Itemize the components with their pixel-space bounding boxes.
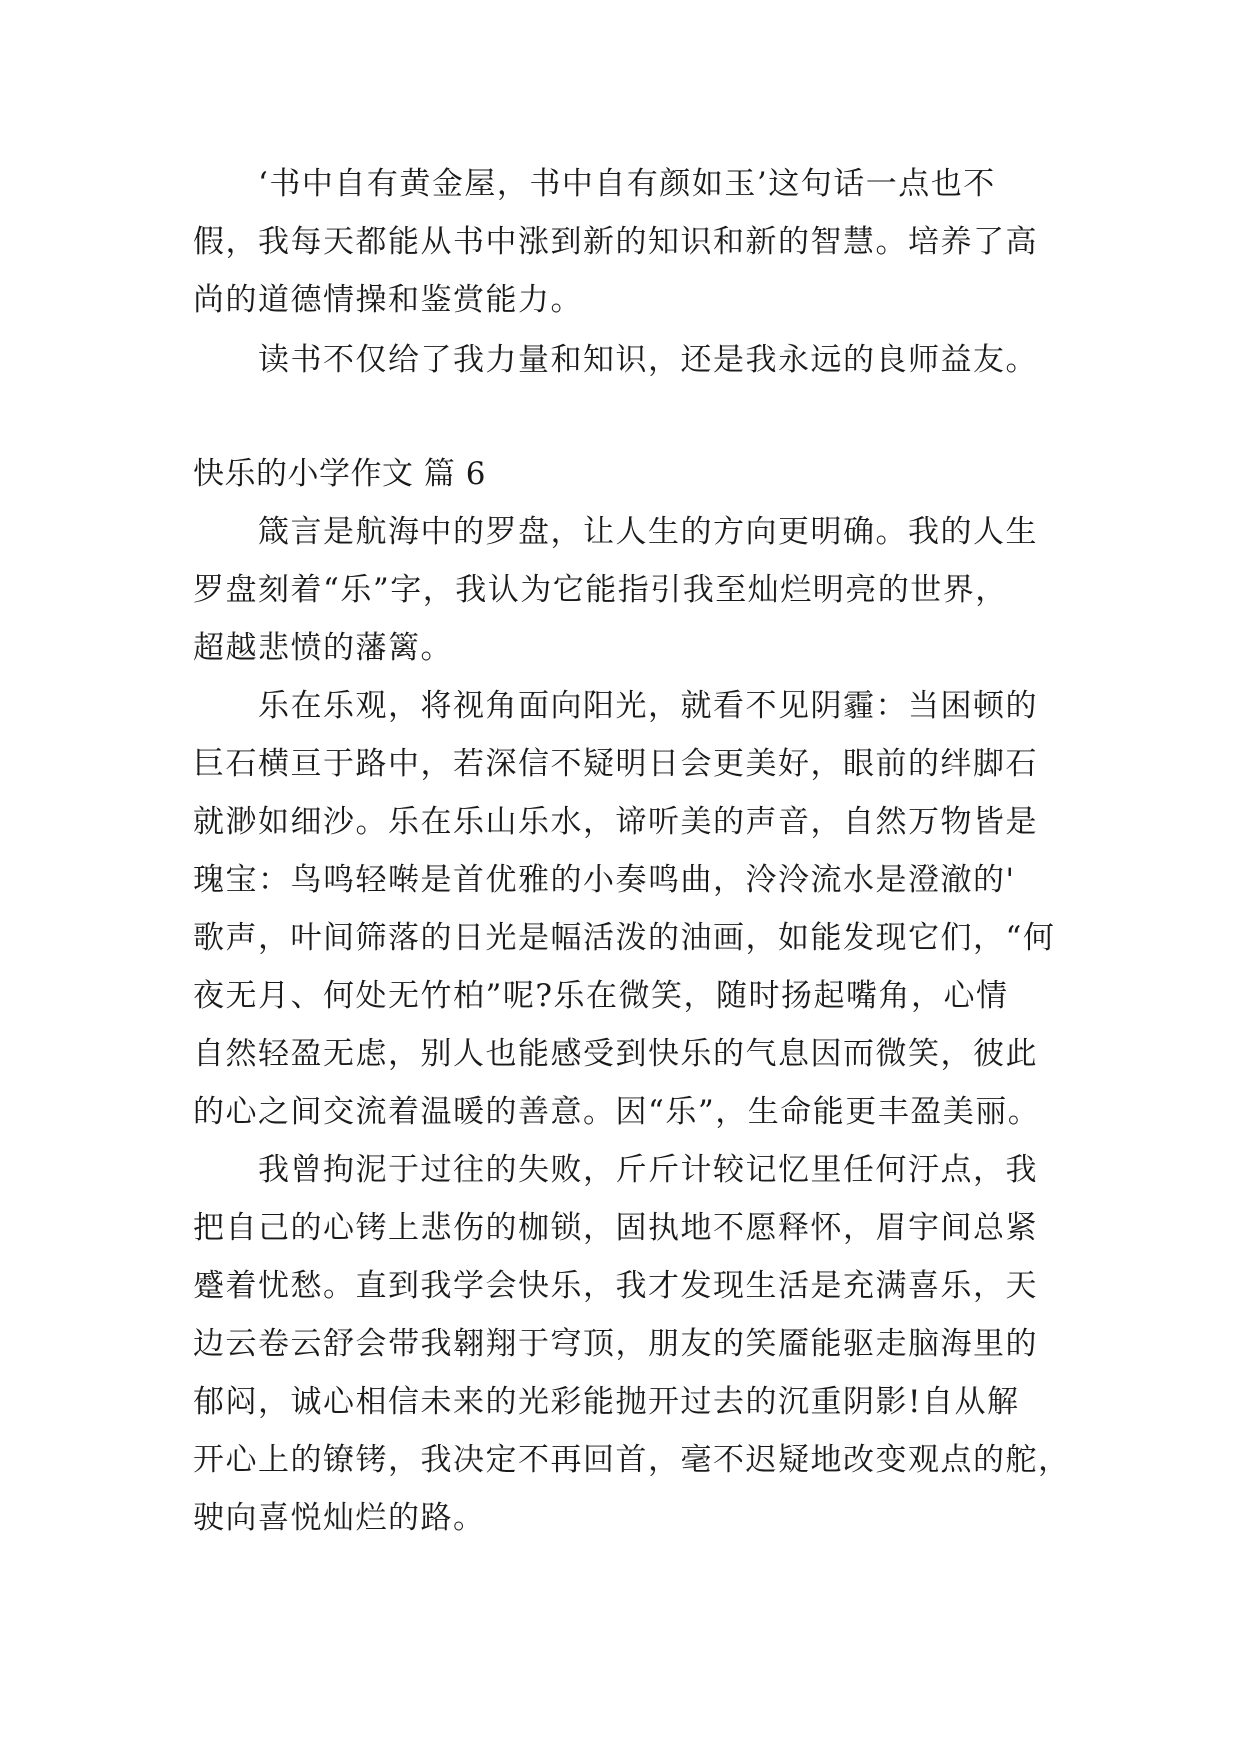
text-line: 的心之间交流着温暖的善意。因“乐”，生命能更丰盈美丽。: [193, 1094, 1041, 1130]
text-line: 夜无月、何处无竹柏”呢?乐在微笑，随时扬起嘴角，心情: [193, 978, 1009, 1014]
text-line: 就渺如细沙。乐在乐山乐水，谛听美的声音，自然万物皆是: [193, 804, 1038, 840]
text-line: 郁闷，诚心相信未来的光彩能抛开过去的沉重阴影!自从解: [193, 1384, 1020, 1420]
text-line: 歌声，叶间筛落的日光是幅活泼的油画，如能发现它们，“何: [193, 920, 1056, 956]
text-line: 罗盘刻着“乐”字，我认为它能指引我至灿烂明亮的世界，: [193, 572, 1008, 608]
text-line: 尚的道德情操和鉴赏能力。: [193, 282, 583, 318]
text-line: ‘书中自有黄金屋，书中自有颜如玉’这句话一点也不: [258, 166, 996, 202]
text-line: 把自己的心铐上悲伤的枷锁，固执地不愿释怀，眉宇间总紧: [193, 1210, 1038, 1246]
section-heading: 快乐的小学作文 篇 6: [193, 456, 486, 492]
text-line: 蹙着忧愁。直到我学会快乐，我才发现生活是充满喜乐，天: [193, 1268, 1038, 1304]
text-line: 超越悲愤的藩篱。: [193, 630, 453, 666]
text-line: 开心上的镣铐，我决定不再回首，毫不迟疑地改变观点的舵，: [193, 1442, 1071, 1478]
text-line: 边云卷云舒会带我翱翔于穹顶，朋友的笑靥能驱走脑海里的: [193, 1326, 1038, 1362]
text-line: 读书不仅给了我力量和知识，还是我永远的良师益友。: [258, 342, 1038, 378]
text-line: 乐在乐观，将视角面向阳光，就看不见阴霾：当困顿的: [258, 688, 1038, 724]
text-line: 驶向喜悦灿烂的路。: [193, 1500, 486, 1536]
text-line: 自然轻盈无虑，别人也能感受到快乐的气息因而微笑，彼此: [193, 1036, 1038, 1072]
text-line: 巨石横亘于路中，若深信不疑明日会更美好，眼前的绊脚石: [193, 746, 1038, 782]
text-line: 我曾拘泥于过往的失败，斤斤计较记忆里任何汙点，我: [258, 1152, 1038, 1188]
text-line: 箴言是航海中的罗盘，让人生的方向更明确。我的人生: [258, 514, 1038, 550]
text-line: 瑰宝：鸟鸣轻啭是首优雅的小奏鸣曲，泠泠流水是澄澈的': [193, 862, 1016, 898]
text-line: 假，我每天都能从书中涨到新的知识和新的智慧。培养了高: [193, 224, 1038, 260]
